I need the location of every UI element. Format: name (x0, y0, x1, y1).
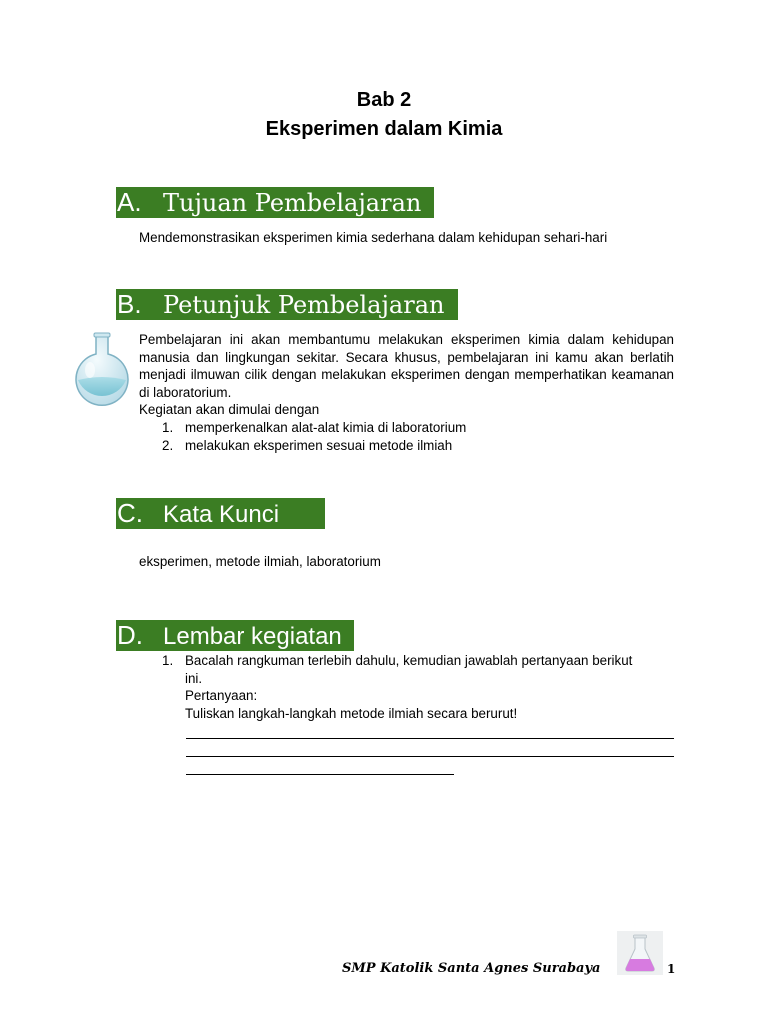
section-d-item-number: 1. (162, 653, 174, 668)
section-b-intro: Kegiatan akan dimulai dengan (139, 402, 320, 417)
section-c-heading (116, 498, 325, 529)
list-item-number: 1. (162, 420, 174, 435)
list-item (139, 419, 674, 437)
answer-line (186, 774, 454, 775)
section-d-title: Lembar kegiatan (163, 623, 342, 650)
section-d-heading (116, 620, 354, 651)
section-c-text: eksperimen, metode ilmiah, laboratorium (139, 554, 381, 569)
section-b-paragraph: Pembelajaran ini akan membantumu melakukan eksperimen kimia dalam kehidupan manusia dan lingkungan sekitar. Secara khusus, pembelajaran ini kamu akan berlatih menjadi ilmuwan cilik dengan melakukan eksperimen dengan memperhatikan keamanan di laboratorium. (139, 332, 674, 400)
chapter-title: Eksperimen dalam Kimia (265, 118, 503, 140)
section-a-heading (116, 187, 434, 218)
section-a-letter: A. (117, 187, 142, 217)
section-c-title: Kata Kunci (163, 501, 280, 528)
section-c-letter: C. (117, 498, 143, 528)
answer-line (186, 738, 674, 739)
section-b-letter: B. (117, 289, 142, 319)
list-item-text: melakukan eksperimen sesuai metode ilmiah (185, 437, 453, 453)
list-item (139, 437, 674, 455)
question-text: Tuliskan langkah-langkah metode ilmiah secara berurut! (185, 705, 518, 721)
round-bottom-flask-icon (72, 332, 132, 408)
list-item-text: memperkenalkan alat-alat kimia di laboratorium (185, 420, 467, 435)
list-item-number: 2. (162, 437, 174, 453)
section-d-letter: D. (117, 620, 143, 650)
question-label: Pertanyaan: (185, 688, 258, 703)
answer-line (186, 756, 674, 757)
section-b-title: Petunjuk Pembelajaran (163, 291, 445, 319)
chapter-number: Bab 2 (356, 89, 412, 111)
section-d-item-line2: ini. (185, 670, 203, 686)
footer-school: SMP Katolik Santa Agnes Surabaya (342, 961, 601, 976)
section-b-list (139, 419, 674, 454)
section-d-item (139, 652, 679, 722)
section-b-heading (116, 289, 458, 320)
section-a-text: Mendemonstrasikan eksperimen kimia sederhana dalam kehidupan sehari-hari (139, 230, 608, 245)
page-number: 1 (667, 962, 676, 976)
section-a-title: Tujuan Pembelajaran (163, 189, 422, 217)
erlenmeyer-flask-icon (617, 931, 663, 975)
section-d-item-line1: Bacalah rangkuman terlebih dahulu, kemudian jawablah pertanyaan berikut (185, 653, 633, 668)
